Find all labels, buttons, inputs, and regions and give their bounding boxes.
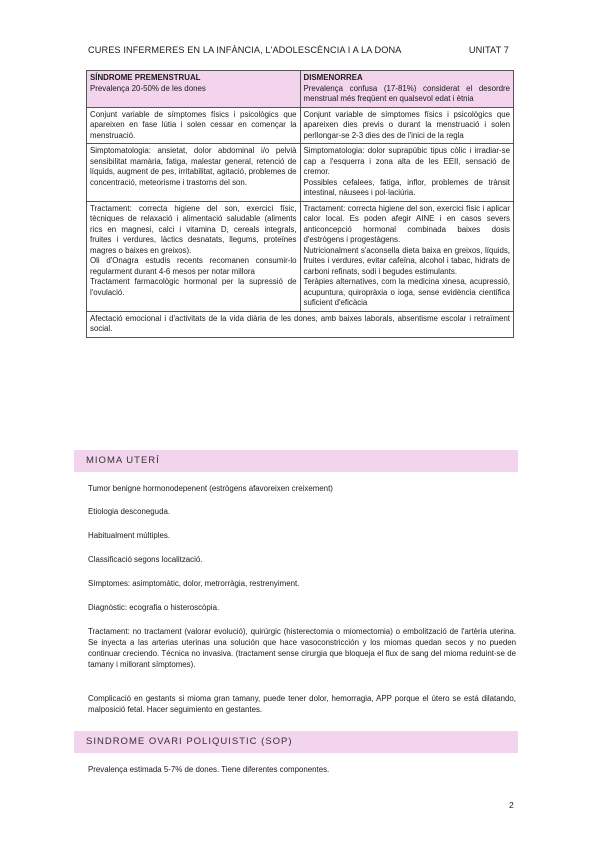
emotional-impact-cell: Afectació emocional i d'activitats de la vida diària de les dones, amb baixes laborals, absentisme escolar i retraïment social. <box>87 311 514 337</box>
dismenorrea-prevalence: Prevalença confusa (17-81%) considerat el desordre menstrual més freqüent en qualsevol edat i ètnia <box>303 83 510 103</box>
mioma-diagnosis: Diagnòstic: ecografia o histeroscòpia. <box>88 603 220 612</box>
mioma-symptoms: Símptomes: asimptomàtic, dolor, metrorràgia, restrenyiment. <box>88 579 300 588</box>
treatment-dismenorrea <box>300 201 514 311</box>
section-heading-mioma: MIOMA UTERÍ <box>74 450 518 472</box>
mioma-definition: Tumor benigne hormonodepenent (estrògens afavoreixen creixement) <box>88 484 333 493</box>
mioma-complication: Complicació en gestants si mioma gran tamany, puede tener dolor, hemorragia, APP porque el útero se está dilatando, malposició fetal. Hacer seguimiento en gestantes. <box>88 694 516 714</box>
header-unit: UNITAT 7 <box>468 45 509 55</box>
premenstrual-title: SÍNDROME PREMENSTRUAL <box>90 73 201 82</box>
table-row <box>87 144 514 202</box>
comparison-table <box>86 70 514 338</box>
sop-prevalence: Prevalença estimada 5-7% de dones. Tiene diferentes componentes. <box>88 765 330 774</box>
treatment-premenstrual <box>87 201 301 311</box>
symptoms-premenstrual: Simptomatologia: ansietat, dolor abdominal i/o pelvià sensibilitat mamària, fatiga, malestar general, retenció de líquids, augment de pes, irritabilitat, agitació, problemes de concentració, meteorisme i trastorns del son. <box>87 144 301 202</box>
symptoms-dismenorrea-main: Simptomatologia: dolor suprapúbic tipus còlic i irradiar-se cap a l'esquerra i zona alta de les EEII, sensació de cremor. <box>303 146 510 176</box>
table-row <box>87 201 514 311</box>
definition-dismenorrea: Conjunt variable de símptomes físics i psicològics que apareixen dies previs o durant la menstruació i solen perllongar-se 2-3 dies des de l'inici de la regla <box>300 107 514 144</box>
header-title: CURES INFERMERES EN LA INFÀNCIA, L'ADOLESCÈNCIA I A LA DONA <box>88 45 402 55</box>
mioma-classification: Classificació segons localització. <box>88 555 203 564</box>
treatment-premenstrual-pharma: Tractament farmacològic hormonal per la supressió de l'ovulació. <box>90 277 297 297</box>
table-row <box>87 311 514 337</box>
header-cell-dismenorrea <box>300 71 514 108</box>
premenstrual-prevalence: Prevalença 20-50% de les dones <box>90 83 206 93</box>
treatment-dismenorrea-general: Tractament: correcta higiene del son, exercici físic i aplicar calor local. Es poden afegir AINE i en casos severs anticoncepció hormonal combinada baixes dosis d'estrògens i progestàgens. <box>303 203 510 244</box>
treatment-premenstrual-general: Tractament: correcta higiene del son, exercici físic, tècniques de relaxació i alimentació saludable (aliments rics en magnesi, calci i vitamina D, cereals integrals, fruites i verdures, làctics desnatats, llegums, proteïnes magres o baixes en greixos). <box>90 203 297 255</box>
table-row <box>87 107 514 144</box>
treatment-premenstrual-onagra: Oli d'Onagra estudis recents recomanen consumir-lo regularment durant 4-6 mesos per notar millora <box>90 256 297 276</box>
definition-premenstrual: Conjunt variable de símptomes físics i psicològics que apareixen en fase lútia i solen cessar en començar la menstruació. <box>87 107 301 144</box>
mioma-multiple: Habitualment múltiples. <box>88 531 171 540</box>
section-heading-sop: SINDROME OVARI POLIQUISTIC (SOP) <box>74 731 518 753</box>
symptoms-dismenorrea <box>300 144 514 202</box>
mioma-etiology: Etiologia desconeguda. <box>88 507 171 516</box>
page-header <box>88 45 509 55</box>
dismenorrea-title: DISMENORREA <box>303 73 363 82</box>
mioma-treatment: Tractament: no tractament (valorar evolució), quirúrgic (histerectomia o miomectomia) o embolització de l'artèria uterina. Se inyecta a las arterias uterinas una solución que hace vasoconstricción y los miomas quedan secos y no pueden continuar creciendo. Técnica no invasiva. (tractament sense cirurgia que bloqueja el flux de sang del mioma reduint-se de tamany i millorant símptomes). <box>88 627 516 669</box>
header-cell-premenstrual <box>87 71 301 108</box>
table-header-row <box>87 71 514 108</box>
symptoms-dismenorrea-other: Possibles cefalees, fatiga, inflor, problemes de trànsit intestinal, nàusees i pol·laciúria. <box>303 177 510 197</box>
treatment-dismenorrea-alternative: Teràpies alternatives, com la medicina xinesa, acupressió, acupuntura, quiropràxia o ioga, sense evidència científica suficient d'eficàcia <box>303 277 510 307</box>
treatment-dismenorrea-nutrition: Nutricionalment s'aconsella dieta baixa en greixos, líquids, fruites i verdures, evitar cafeïna, alcohol i tabac, hidrats de carboni refinats, sodi i begudes estimulants. <box>303 245 510 276</box>
page-number: 2 <box>509 800 514 810</box>
